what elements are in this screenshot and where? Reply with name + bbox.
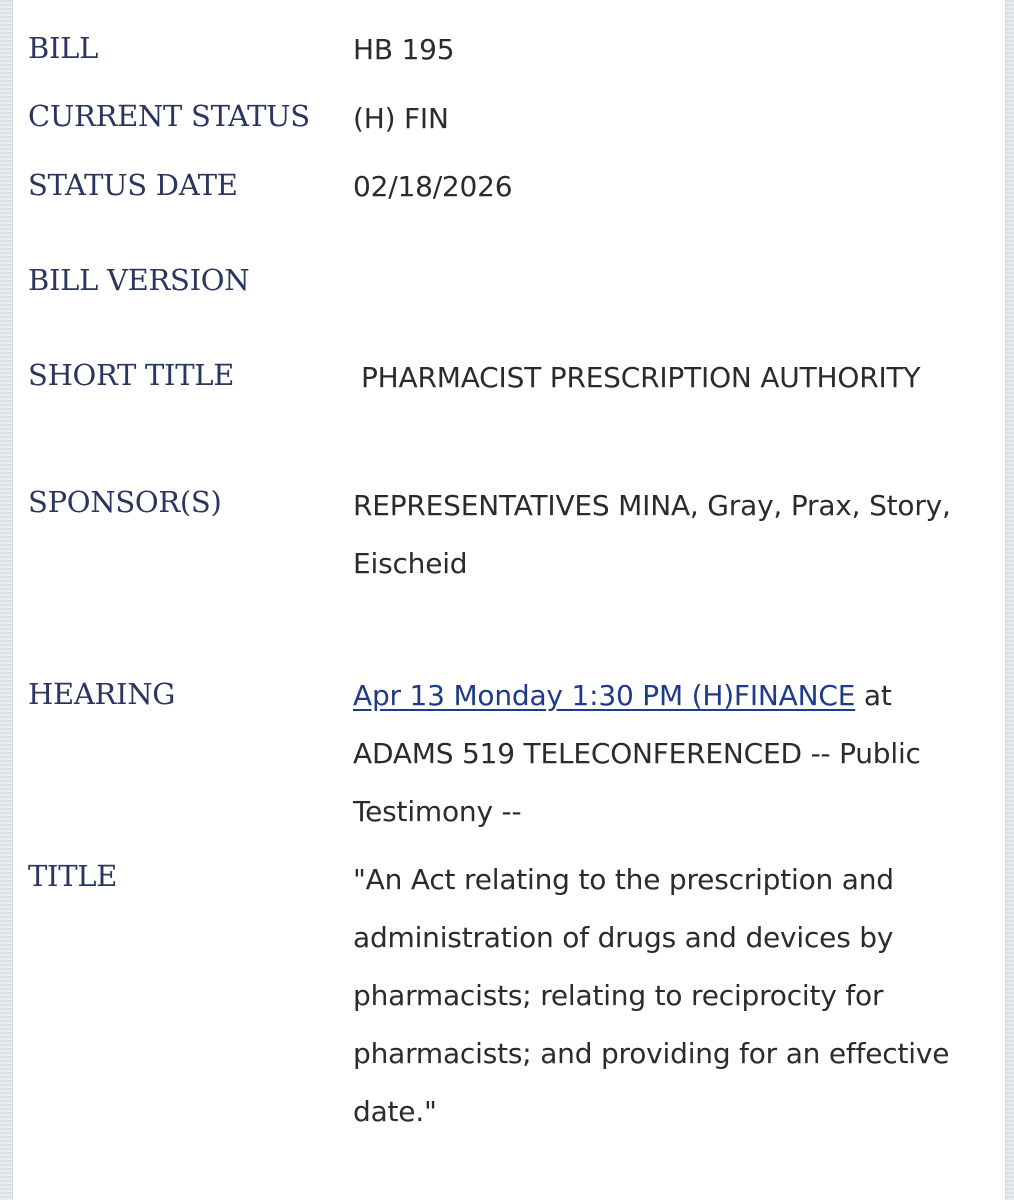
- hearing-label: HEARING: [28, 677, 176, 711]
- current-status-value: (H) FIN: [353, 102, 449, 135]
- short-title-label: SHORT TITLE: [28, 358, 235, 392]
- title-value: "An Act relating to the prescription and administration of drugs and devices by pharmacists; relating to reciprocity for pharmacists; and providing for an effective date.": [353, 863, 950, 1128]
- hearing-link[interactable]: Apr 13 Monday 1:30 PM (H)FINANCE: [353, 679, 856, 712]
- bill-detail-panel: [12, 0, 1006, 1200]
- sponsors-value: REPRESENTATIVES MINA, Gray, Prax, Story, Eischeid: [353, 489, 951, 580]
- bill-label: BILL: [28, 31, 99, 65]
- sponsors-label: SPONSOR(S): [28, 485, 222, 519]
- bill-version-label: BILL VERSION: [28, 263, 250, 297]
- short-title-value: PHARMACIST PRESCRIPTION AUTHORITY: [361, 361, 921, 394]
- bill-value: HB 195: [353, 33, 455, 66]
- status-date-label: STATUS DATE: [28, 168, 238, 202]
- current-status-label: CURRENT STATUS: [28, 99, 310, 133]
- hearing-details: at ADAMS 519 TELECONFERENCED -- Public Testimony --: [353, 679, 921, 828]
- hearing-value: [353, 667, 993, 841]
- title-label: TITLE: [28, 859, 118, 893]
- status-date-value: 02/18/2026: [353, 170, 513, 203]
